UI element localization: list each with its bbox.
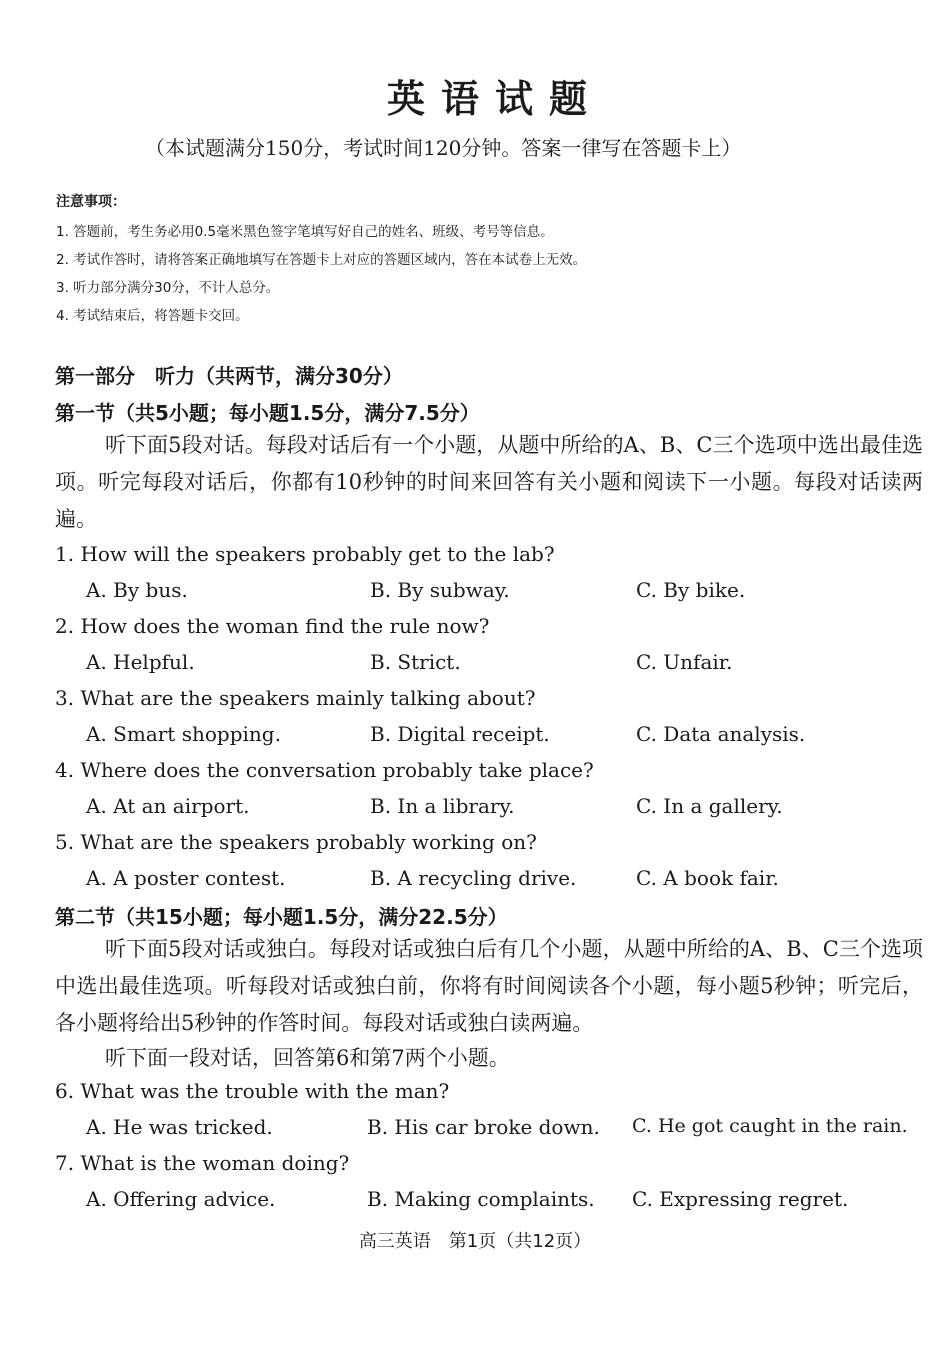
- question-2-option-c: C. Unfair.: [636, 650, 733, 674]
- question-4-option-b: B. In a library.: [370, 794, 515, 818]
- question-1-option-a: A. By bus.: [86, 578, 188, 602]
- question-4-option-a: A. At an airport.: [86, 794, 250, 818]
- question-3-option-b: B. Digital receipt.: [370, 722, 550, 746]
- notice-item: 3. 听力部分满分30分，不计人总分。: [56, 280, 280, 296]
- notice-item: 2. 考试作答时，请将答案正确地填写在答题卡上对应的答题区域内，答在本试卷上无效。: [56, 252, 587, 268]
- question-6-option-b: B. His car broke down.: [367, 1115, 600, 1139]
- question-3-option-a: A. Smart shopping.: [86, 722, 281, 746]
- question-4-option-c: C. In a gallery.: [636, 794, 783, 818]
- question-5: 5. What are the speakers probably working on?: [55, 830, 537, 854]
- question-3: 3. What are the speakers mainly talking about?: [55, 686, 536, 710]
- question-2: 2. How does the woman find the rule now?: [55, 614, 490, 638]
- section2-heading: 第二节（共15小题；每小题1.5分，满分22.5分）: [55, 905, 508, 929]
- question-7: 7. What is the woman doing?: [55, 1151, 350, 1175]
- page-title: 英语试题: [386, 76, 603, 121]
- question-7-option-b: B. Making complaints.: [367, 1187, 595, 1211]
- notice-item: 4. 考试结束后，将答题卡交回。: [56, 308, 249, 324]
- section2-instructions: 听下面5段对话或独白。每段对话或独白后有几个小题，从题中所给的A、B、C三个选项中选出最佳选项。听每段对话或独白前，你将有时间阅读各个小题，每小题5秒钟；听完后，各小题将给出5秒钟的作答时间。每段对话或独白读两遍。: [55, 937, 923, 1035]
- question-1: 1. How will the speakers probably get to the lab?: [55, 542, 555, 566]
- question-3-option-c: C. Data analysis.: [636, 722, 806, 746]
- question-1-option-b: B. By subway.: [370, 578, 510, 602]
- question-6-option-c: C. He got caught in the rain.: [632, 1115, 908, 1137]
- page-footer: 高三英语 第1页（共12页）: [358, 1231, 592, 1252]
- question-7-option-c: C. Expressing regret.: [632, 1187, 849, 1211]
- question-2-option-b: B. Strict.: [370, 650, 461, 674]
- question-5-option-b: B. A recycling drive.: [370, 866, 577, 890]
- notice-item: 1. 答题前，考生务必用0.5毫米黑色签字笔填写好自己的姓名、班级、考号等信息。: [56, 224, 554, 240]
- dialogue-intro: 听下面一段对话，回答第6和第7两个小题。: [105, 1046, 510, 1070]
- question-1-option-c: C. By bike.: [636, 578, 746, 602]
- part1-heading: 第一部分 听力（共两节，满分30分）: [55, 364, 403, 388]
- section1-heading: 第一节（共5小题；每小题1.5分，满分7.5分）: [55, 401, 480, 425]
- section1-instructions: 听下面5段对话。每段对话后有一个小题，从题中所给的A、B、C三个选项中选出最佳选项。听完每段对话后，你都有10秒钟的时间来回答有关小题和阅读下一小题。每段对话读两遍。: [55, 433, 923, 531]
- notice-heading: 注意事项：: [56, 194, 126, 210]
- question-4: 4. Where does the conversation probably take place?: [55, 758, 594, 782]
- question-6: 6. What was the trouble with the man?: [55, 1079, 450, 1103]
- question-2-option-a: A. Helpful.: [86, 650, 195, 674]
- exam-subtitle: （本试题满分150分，考试时间120分钟。答案一律写在答题卡上）: [145, 136, 742, 160]
- question-6-option-a: A. He was tricked.: [86, 1115, 273, 1139]
- question-7-option-a: A. Offering advice.: [86, 1187, 276, 1211]
- question-5-option-c: C. A book fair.: [636, 866, 779, 890]
- question-5-option-a: A. A poster contest.: [86, 866, 286, 890]
